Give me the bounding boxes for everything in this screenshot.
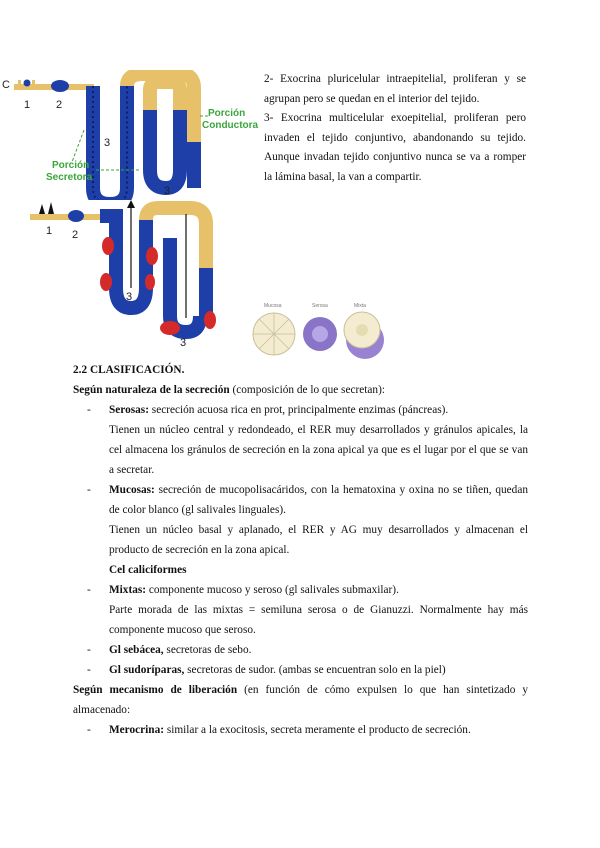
liberacion-rest: (en función de cómo expulsen lo que han sintetizado y almacenado: — [73, 684, 528, 716]
section-title: 2.2 CLASIFICACIÓN. — [73, 364, 185, 376]
label-mixta: Mixta — [354, 303, 366, 309]
arrow-up-icon — [39, 204, 45, 214]
liberacion-heading — [73, 680, 528, 720]
secretory-tube-3 — [100, 216, 146, 308]
porcion-conductora-l2: Conductora — [202, 120, 259, 131]
list-item-merocrina — [73, 720, 528, 740]
label-c: C — [2, 79, 10, 91]
gland-diagram-top — [0, 70, 262, 200]
liberacion-label: Según mecanismo de liberación — [73, 684, 238, 696]
label-1: 1 — [24, 99, 31, 111]
label-3c: 3 — [126, 291, 133, 303]
bullet-dash: - — [87, 404, 91, 416]
intraepithelial-gland — [51, 80, 69, 92]
serosas-term: Serosas: — [109, 404, 149, 416]
sudoriparas-term: Gl sudoríparas, — [109, 664, 185, 676]
label-3a: 3 — [104, 137, 111, 149]
right-column-text — [264, 70, 526, 187]
label-3d: 3 — [180, 337, 187, 349]
label-3b: 3 — [164, 185, 171, 197]
porcion-secretora-l1: Porción — [52, 160, 90, 171]
main-content — [73, 360, 528, 740]
serosas-detail: Tienen un núcleo central y redondeado, el RER muy desarrollados y gránulos apicales, la cel almacena los gránulos de secreción en la zona apical ya que es el lugar por el que se van a secretar. — [109, 424, 528, 476]
list-item-serosas — [73, 400, 528, 420]
list-item-sudoriparas — [73, 660, 528, 680]
mucosas-term: Mucosas: — [109, 484, 155, 496]
mixtas-detail: Parte morada de las mixtas = semiluna serosa o de Gianuzzi. Normalmente hay más componente mucoso que seroso. — [109, 604, 528, 636]
unicellular-gland — [24, 80, 31, 87]
paragraph-type-2: 2- Exocrina pluricelular intraepitelial, proliferan y se agrupan pero se quedan en el interior del tejido. — [264, 73, 526, 105]
secretory-tube-2 — [150, 110, 180, 188]
merocrina-text: similar a la exocitosis, secreta meramente el producto de secreción. — [164, 724, 471, 736]
sebacea-text: secretoras de sebo. — [163, 644, 252, 656]
label-1b: 1 — [46, 225, 53, 237]
label-mucosa: Mucosa — [264, 303, 282, 309]
paragraph-type-3: 3- Exocrina multicelular exoepitelial, proliferan pero invaden el tejido conjuntivo, abandonando su tejido. Aunque invadan tejido conjuntivo nunca se va a romper la lámina basal, la van a compartir. — [264, 112, 526, 183]
caliciformes: Cel caliciformes — [109, 564, 187, 576]
sebacea-term: Gl sebácea, — [109, 644, 164, 656]
bullet-dash: - — [87, 584, 91, 596]
list-item-sebacea — [73, 640, 528, 660]
naturaleza-label: Según naturaleza de la secreción — [73, 384, 230, 396]
list-item-mixtas — [73, 580, 528, 600]
naturaleza-heading — [73, 380, 528, 400]
label-2b: 2 — [72, 229, 79, 241]
bullet-dash: - — [87, 664, 91, 676]
goblet-cell-c — [18, 80, 21, 90]
bullet-dash: - — [87, 644, 91, 656]
serosas-text: secreción acuosa rica en prot, principalmente enzimas (páncreas). — [148, 404, 449, 416]
secretory-tube-4 — [170, 238, 200, 332]
mixtas-term: Mixtas: — [109, 584, 147, 596]
porcion-secretora-l2: Secretora — [46, 172, 93, 183]
label-2: 2 — [56, 99, 63, 111]
arrow-up-icon — [48, 202, 54, 214]
bullet-dash: - — [87, 484, 91, 496]
naturaleza-rest: (composición de lo que secretan): — [229, 384, 385, 396]
surface-epithelium-2 — [30, 214, 100, 220]
sudoriparas-text: secretoras de sudor. (ambas se encuentran solo en la piel) — [184, 664, 446, 676]
gland-diagram-bottom — [30, 198, 262, 350]
list-item-mucosas — [73, 480, 528, 520]
mucosas-detail: Tienen un núcleo basal y aplanado, el RER y AG muy desarrollados y almacenan el producto de secreción en la zona apical. — [109, 524, 528, 556]
merocrina-term: Merocrina: — [109, 724, 164, 736]
mucosas-text: secreción de mucopolisacáridos, con la hematoxina y oxina no se tiñen, quedan de color blanco (gl salivales linguales). — [109, 484, 528, 516]
mixtas-text: componente mucoso y seroso (gl salivales submaxilar). — [146, 584, 399, 596]
label-serosa: Serosa — [312, 303, 328, 309]
porcion-conductora-l1: Porción — [208, 108, 246, 119]
bullet-dash: - — [87, 724, 91, 736]
